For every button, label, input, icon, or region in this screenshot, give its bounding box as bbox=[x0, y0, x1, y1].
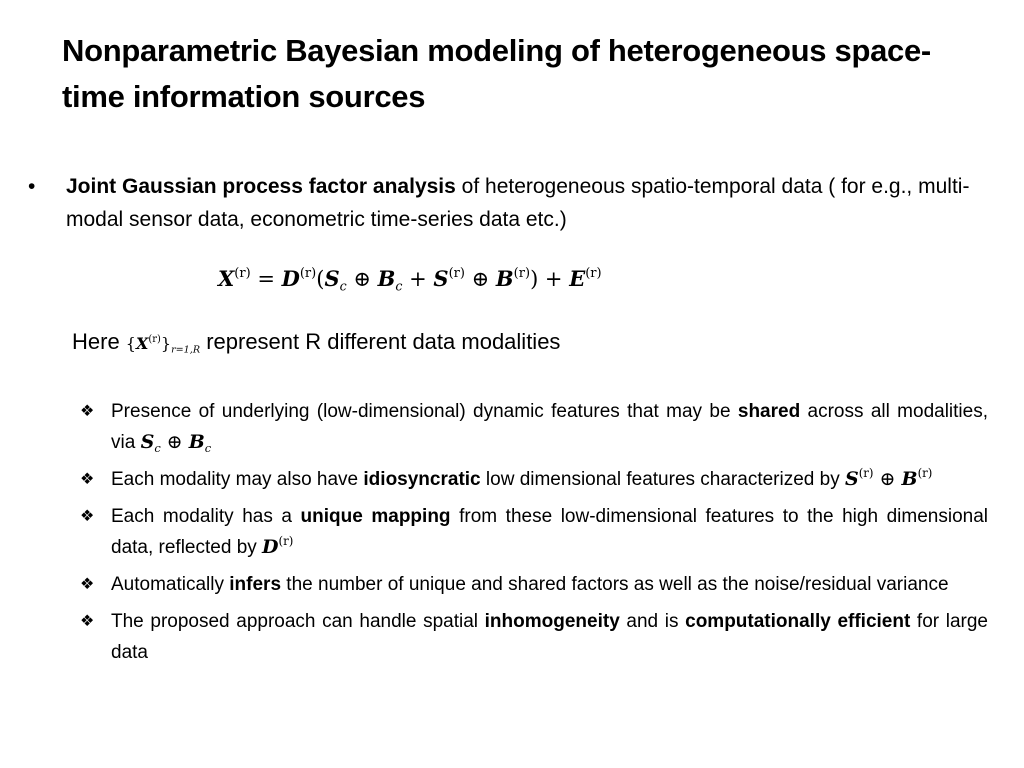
sub-bullet-bold: idiosyncratic bbox=[363, 469, 481, 490]
idiosyncratic-features-formula: $S^{(r)}$ ⊕ $B^{(r)}$ bbox=[844, 465, 933, 490]
sub-bullet-text: for large data bbox=[111, 611, 988, 663]
sub-bullet-unique-mapping bbox=[80, 501, 988, 563]
main-bullet-text bbox=[66, 170, 990, 236]
main-bullet bbox=[28, 170, 990, 236]
diamond-bullet-icon: ❖ bbox=[80, 613, 95, 630]
sub-bullet-bold: infers bbox=[229, 574, 282, 595]
sub-bullet-text: Each modality has a bbox=[111, 506, 301, 527]
sub-bullet-text: from these low-dimensional features to the high dimensional data, reflected by bbox=[111, 506, 988, 558]
bullet-dot: • bbox=[28, 175, 36, 198]
sub-bullet-text: Automatically bbox=[111, 574, 230, 595]
sub-bullet-bold: computationally efficient bbox=[685, 611, 911, 632]
modality-set-formula: $\{X^{(r)}\}_{r=1,R}$ bbox=[125, 334, 201, 356]
here-line bbox=[72, 326, 560, 360]
sub-bullet-text: Presence of underlying (low-dimensional) dynamic features that may be bbox=[111, 401, 738, 422]
slide-title: Nonparametric Bayesian modeling of heterogeneous space-time information sources bbox=[62, 33, 931, 114]
sub-bullet-bold: shared bbox=[737, 401, 801, 422]
main-bullet-rest: of heterogeneous spatio-temporal data ( for e.g., multi-modal sensor data, econometric time-series data etc.) bbox=[66, 175, 970, 231]
mapping-formula: $D^{(r)}$ bbox=[262, 533, 294, 558]
sub-bullet-text: The proposed approach can handle spatial bbox=[111, 611, 485, 632]
main-bullet-bold: Joint Gaussian process factor analysis bbox=[66, 175, 456, 198]
diamond-bullet-icon: ❖ bbox=[80, 471, 95, 488]
diamond-bullet-icon: ❖ bbox=[80, 403, 95, 420]
diamond-bullet-icon: ❖ bbox=[80, 508, 95, 525]
sub-bullet-bold: inhomogeneity bbox=[484, 611, 620, 632]
sub-bullet-idiosyncratic bbox=[80, 464, 988, 495]
diamond-bullet-icon: ❖ bbox=[80, 576, 95, 593]
sub-bullet-text: and is bbox=[619, 611, 686, 632]
sub-bullet-text: low dimensional features characterized by bbox=[480, 469, 845, 490]
here-suffix: represent R different data modalities bbox=[200, 329, 561, 354]
sub-bullet-efficient bbox=[80, 606, 988, 668]
shared-features-formula: $S_c$ ⊕ $B_c$ bbox=[140, 431, 212, 455]
sub-bullet-infers bbox=[80, 569, 988, 600]
sub-bullet-list bbox=[80, 396, 988, 674]
sub-bullet-text: the number of unique and shared factors as well as the noise/residual variance bbox=[281, 574, 949, 595]
sub-bullet-text: across all modalities, via bbox=[111, 401, 989, 453]
model-equation: $X^{(r)} = D^{(r)}(S_c$ ⊕ $B_c + S^{(r)}$ ⊕ $B^{(r)}) + E^{(r)}$ bbox=[218, 265, 602, 294]
sub-bullet-text: Each modality may also have bbox=[111, 469, 364, 490]
sub-bullet-bold: unique mapping bbox=[300, 506, 451, 527]
sub-bullet-shared bbox=[80, 396, 988, 458]
here-prefix: Here bbox=[72, 329, 126, 354]
